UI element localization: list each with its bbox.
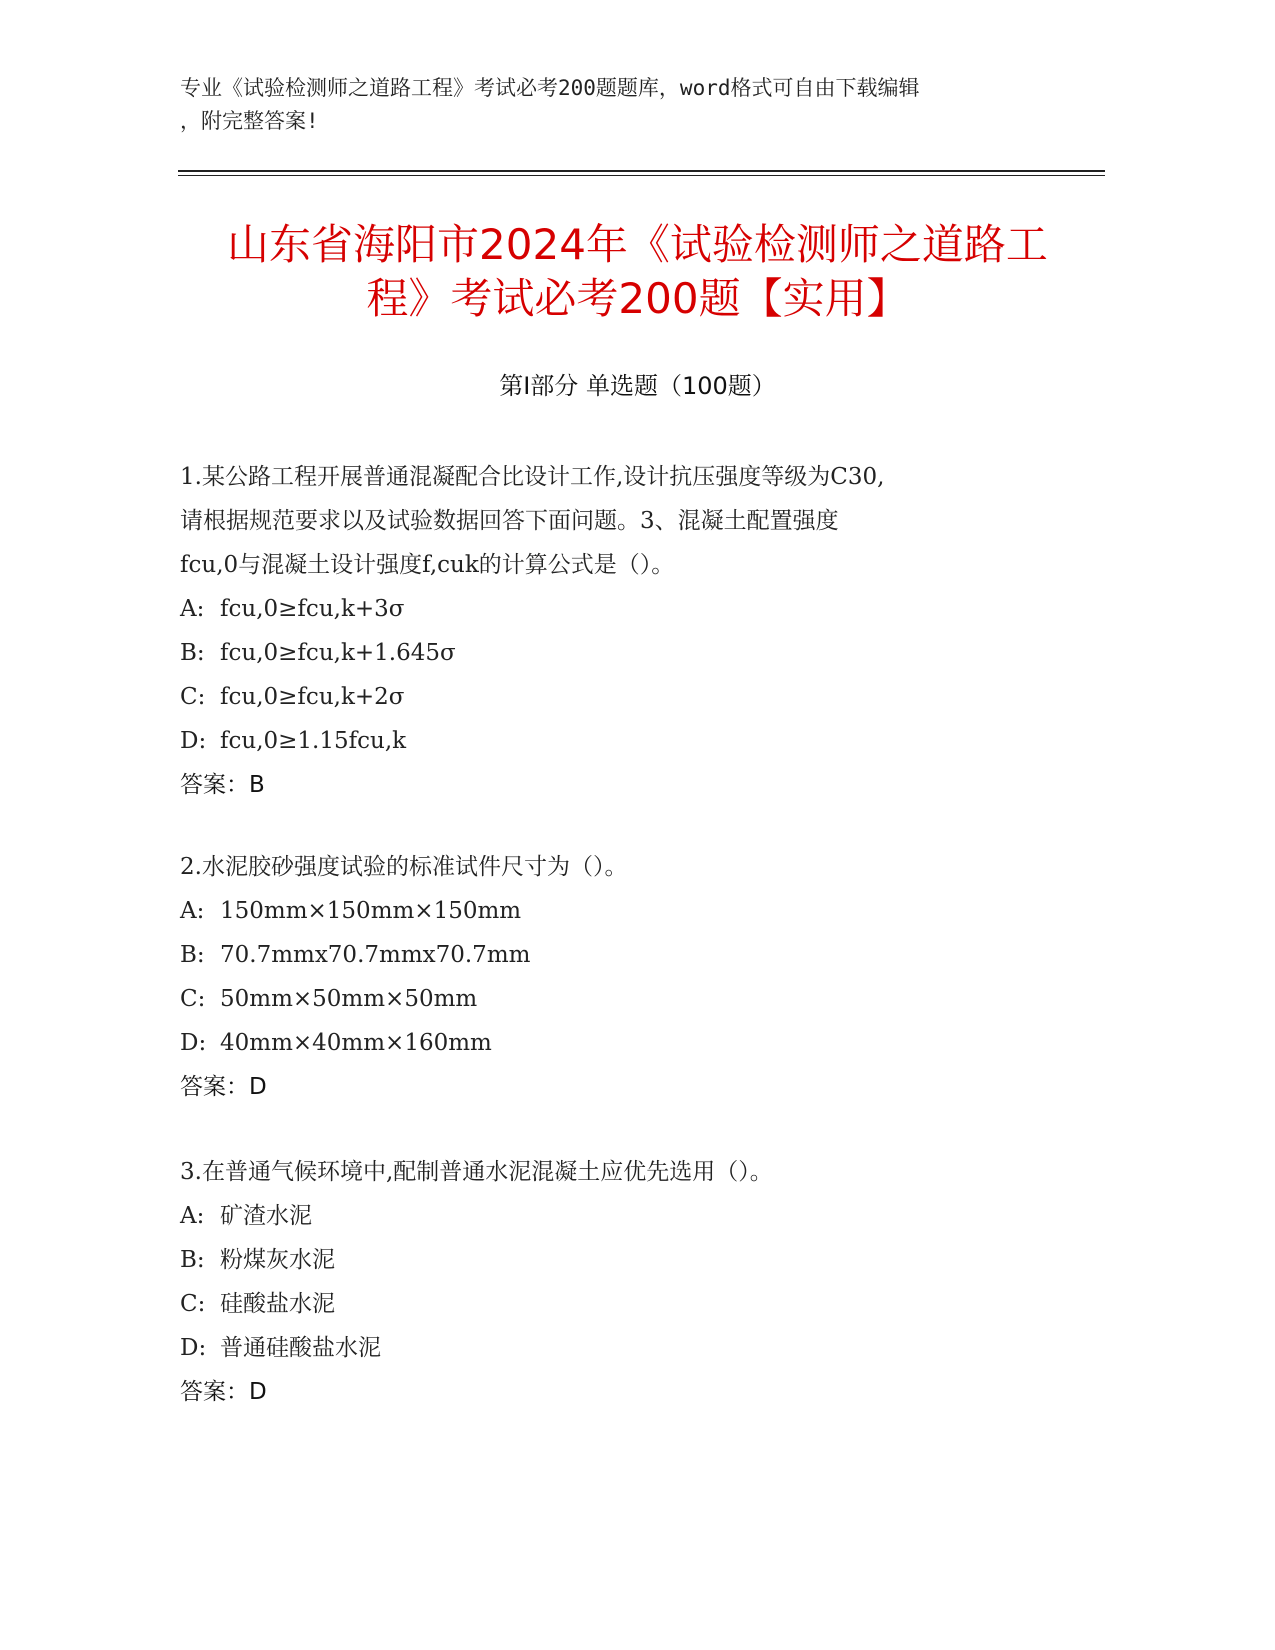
option-text: 150mm×150mm×150mm [220, 898, 522, 924]
question-stem-line: 请根据规范要求以及试验数据回答下面问题。3、混凝土配置强度 [180, 508, 839, 534]
option-letter: D: [180, 728, 207, 754]
option-letter: A: [180, 1203, 205, 1229]
option-a [180, 587, 1060, 631]
option-d [180, 1326, 1060, 1370]
answer-value: D [249, 1074, 267, 1100]
option-b [180, 1238, 1060, 1282]
question-stem [180, 455, 1060, 587]
question-stem-line: 1.某公路工程开展普通混凝配合比设计工作,设计抗压强度等级为C30, [180, 464, 885, 490]
header-divider-thin [178, 175, 1105, 176]
option-text: 70.7mmx70.7mmx70.7mm [220, 942, 531, 968]
option-a [180, 889, 1060, 933]
option-text: 50mm×50mm×50mm [220, 986, 478, 1012]
section-heading: 第I部分 单选题（100题） [499, 372, 776, 400]
question-block [180, 1150, 1060, 1414]
option-letter: D: [180, 1335, 207, 1361]
option-text: 硅酸盐水泥 [220, 1291, 335, 1317]
option-letter: A: [180, 596, 205, 622]
option-letter: C: [180, 986, 206, 1012]
option-letter: C: [180, 684, 206, 710]
answer-prefix: 答案： [180, 772, 249, 798]
question-block [180, 845, 1060, 1109]
question-stem [180, 845, 1060, 889]
answer-value: D [249, 1379, 267, 1405]
option-d [180, 1021, 1060, 1065]
header-note [180, 72, 1060, 138]
answer-prefix: 答案： [180, 1074, 249, 1100]
document-title-line: 山东省海阳市2024年《试验检测师之道路工 [227, 220, 1048, 269]
question-stem-line: 3.在普通气候环境中,配制普通水泥混凝土应优先选用（）。 [180, 1159, 773, 1185]
option-text: fcu,0≥fcu,k+2σ [220, 684, 405, 710]
option-text: 粉煤灰水泥 [220, 1247, 335, 1273]
answer-line [180, 1370, 1060, 1414]
option-c [180, 977, 1060, 1021]
option-letter: B: [180, 942, 205, 968]
question-stem [180, 1150, 1060, 1194]
question-block [180, 455, 1060, 807]
document-title [120, 218, 1155, 326]
option-letter: B: [180, 1247, 205, 1273]
answer-prefix: 答案： [180, 1379, 249, 1405]
option-letter: D: [180, 1030, 207, 1056]
header-divider-thick [178, 170, 1105, 172]
option-text: fcu,0≥fcu,k+3σ [220, 596, 405, 622]
option-text: fcu,0≥fcu,k+1.645σ [220, 640, 456, 666]
option-letter: C: [180, 1291, 206, 1317]
option-d [180, 719, 1060, 763]
header-note-line: ，附完整答案! [180, 109, 319, 133]
option-c [180, 1282, 1060, 1326]
answer-line [180, 763, 1060, 807]
question-stem-line: 2.水泥胶砂强度试验的标准试件尺寸为（）。 [180, 854, 628, 880]
option-text: 40mm×40mm×160mm [220, 1030, 492, 1056]
option-text: fcu,0≥1.15fcu,k [220, 728, 407, 754]
document-title-line: 程》考试必考200题【实用】 [366, 274, 909, 323]
option-text: 普通硅酸盐水泥 [220, 1335, 381, 1361]
option-b [180, 933, 1060, 977]
option-text: 矿渣水泥 [220, 1203, 312, 1229]
answer-line [180, 1065, 1060, 1109]
option-c [180, 675, 1060, 719]
answer-value: B [249, 772, 265, 798]
option-b [180, 631, 1060, 675]
option-letter: B: [180, 640, 205, 666]
header-note-line: 专业《试验检测师之道路工程》考试必考200题题库，word格式可自由下载编辑 [180, 76, 920, 100]
option-letter: A: [180, 898, 205, 924]
option-a [180, 1194, 1060, 1238]
question-stem-line: fcu,0与混凝土设计强度f,cuk的计算公式是（）。 [180, 552, 675, 578]
